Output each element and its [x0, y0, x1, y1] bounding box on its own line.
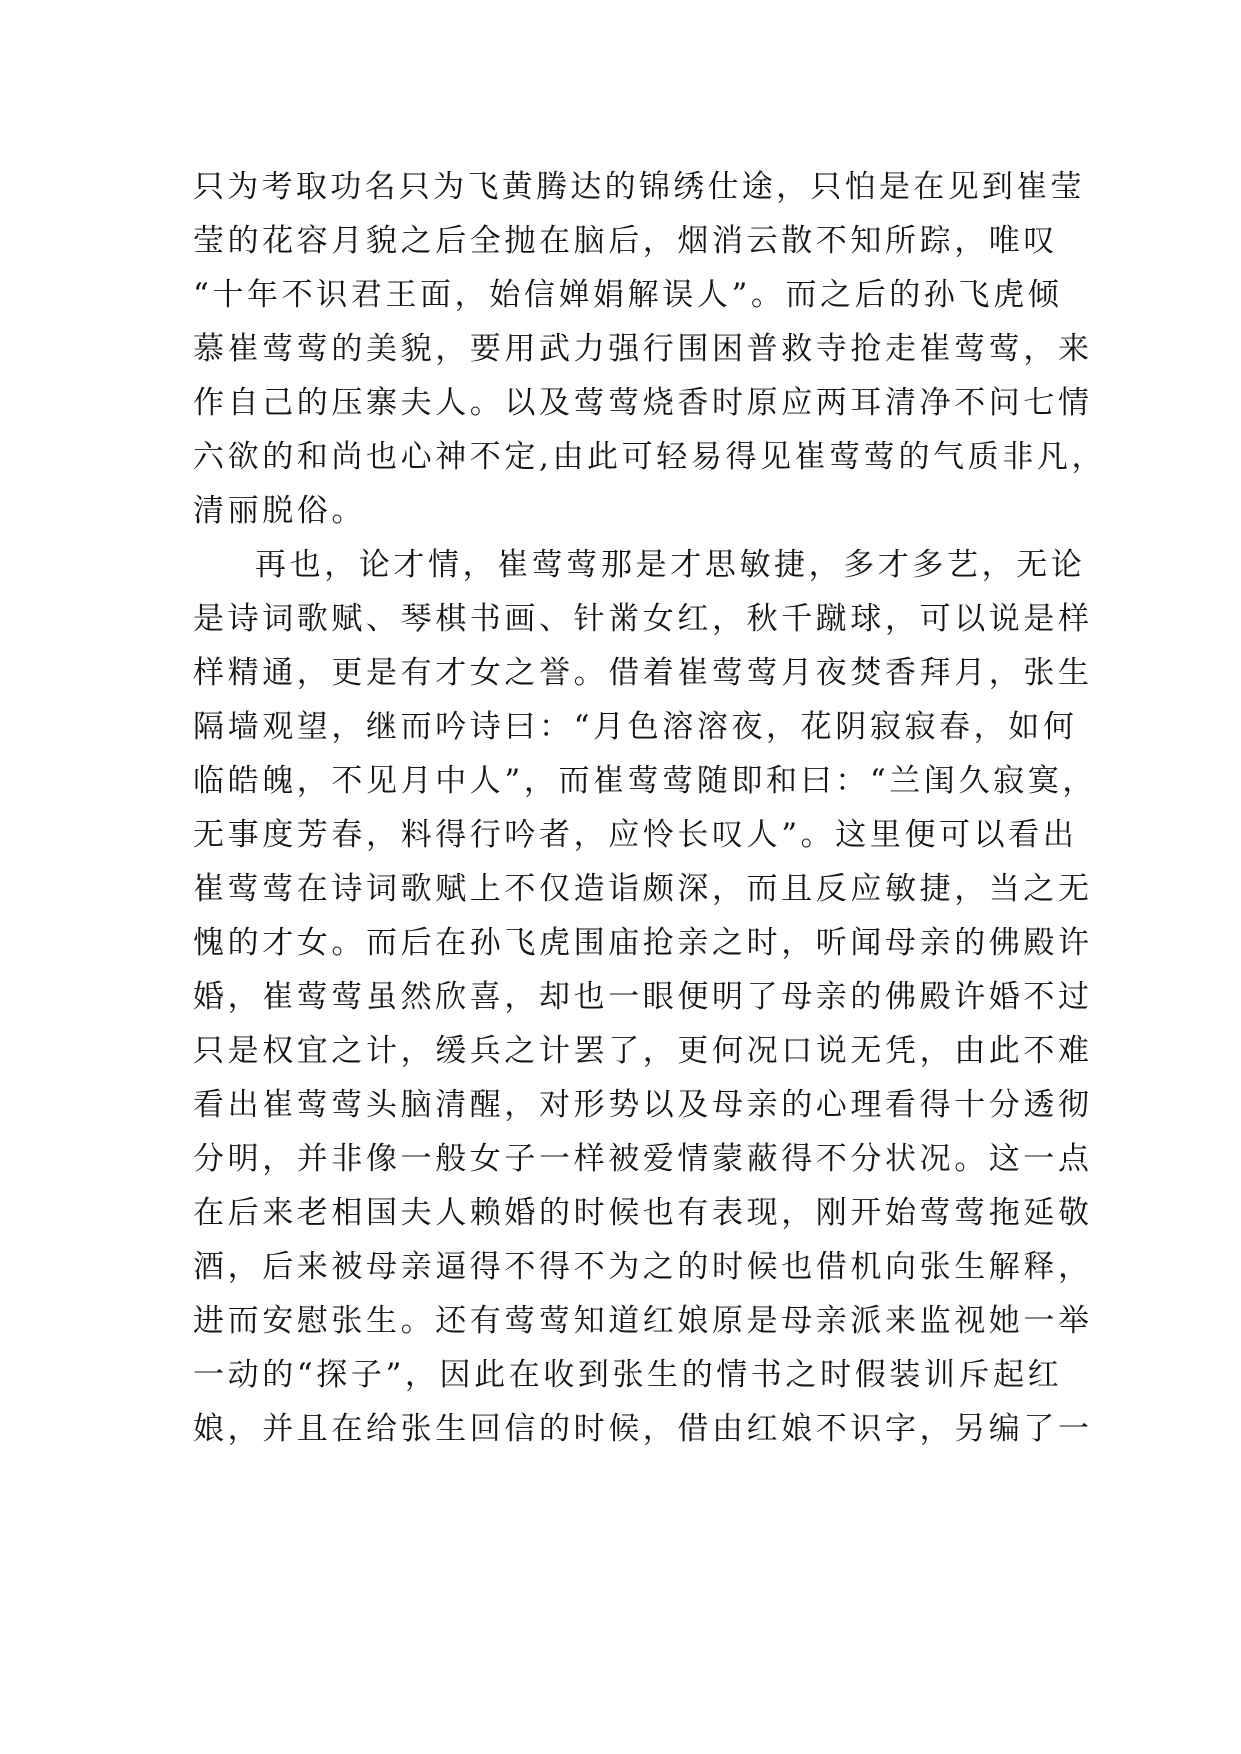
text-line: 只是权宜之计，缓兵之计罢了，更何况口说无凭，由此不难: [193, 1033, 1093, 1069]
text-line: 只为考取功名只为飞黄腾达的锦绣仕途，只怕是在见到崔莹: [193, 169, 1085, 205]
text-line: 隔墙观望，继而吟诗曰：“月色溶溶夜，花阴寂寂春，如何: [193, 709, 1078, 745]
text-line: 愧的才女。而后在孙飞虎围庙抢亲之时，听闻母亲的佛殿许: [193, 925, 1093, 961]
text-line: 慕崔莺莺的美貌，要用武力强行围困普救寺抢走崔莺莺，来: [193, 331, 1093, 367]
text-line: 进而安慰张生。还有莺莺知道红娘原是母亲派来监视她一举: [193, 1303, 1093, 1339]
body-text: [193, 160, 1107, 1456]
text-line: 婚，崔莺莺虽然欣喜，却也一眼便明了母亲的佛殿许婚不过: [193, 979, 1093, 1015]
text-line: 娘，并且在给张生回信的时候，借由红娘不识字，另编了一: [193, 1411, 1093, 1447]
text-line: 一动的“探子”，因此在收到张生的情书之时假装训斥起红: [193, 1357, 1063, 1393]
text-line: 无事度芳春，料得行吟者，应怜长叹人”。这里便可以看出: [193, 817, 1078, 853]
text-line: 崔莺莺在诗词歌赋上不仅造诣颇深，而且反应敏捷，当之无: [193, 871, 1093, 907]
text-line: 莹的花容月貌之后全抛在脑后，烟消云散不知所踪，唯叹: [193, 223, 1058, 259]
text-line: 是诗词歌赋、琴棋书画、针黹女红，秋千蹴球，可以说是样: [193, 601, 1093, 637]
text-line: “十年不识君王面，始信婵娟解误人”。而之后的孙飞虎倾: [193, 277, 1063, 313]
text-line: 分明，并非像一般女子一样被爱情蒙蔽得不分状况。这一点: [193, 1141, 1093, 1177]
text-line: 六欲的和尚也心神不定,由此可轻易得见崔莺莺的气质非凡，: [193, 439, 1107, 475]
text-line: 看出崔莺莺头脑清醒，对形势以及母亲的心理看得十分透彻: [193, 1087, 1093, 1123]
text-line: 样精通，更是有才女之誉。借着崔莺莺月夜焚香拜月，张生: [193, 655, 1093, 691]
text-line: 清丽脱俗。: [193, 493, 366, 529]
text-line: 在后来老相国夫人赖婚的时候也有表现，刚开始莺莺拖延敬: [193, 1195, 1093, 1231]
paragraph-first-line: 再也，论才情，崔莺莺那是才思敏捷，多才多艺，无论: [255, 547, 1086, 583]
text-line: 作自己的压寨夫人。以及莺莺烧香时原应两耳清净不问七情: [193, 385, 1093, 421]
text-line: 临皓魄，不见月中人”，而崔莺莺随即和曰：“兰闺久寂寞，: [193, 763, 1097, 799]
text-line: 酒，后来被母亲逼得不得不为之的时候也借机向张生解释，: [193, 1249, 1093, 1285]
